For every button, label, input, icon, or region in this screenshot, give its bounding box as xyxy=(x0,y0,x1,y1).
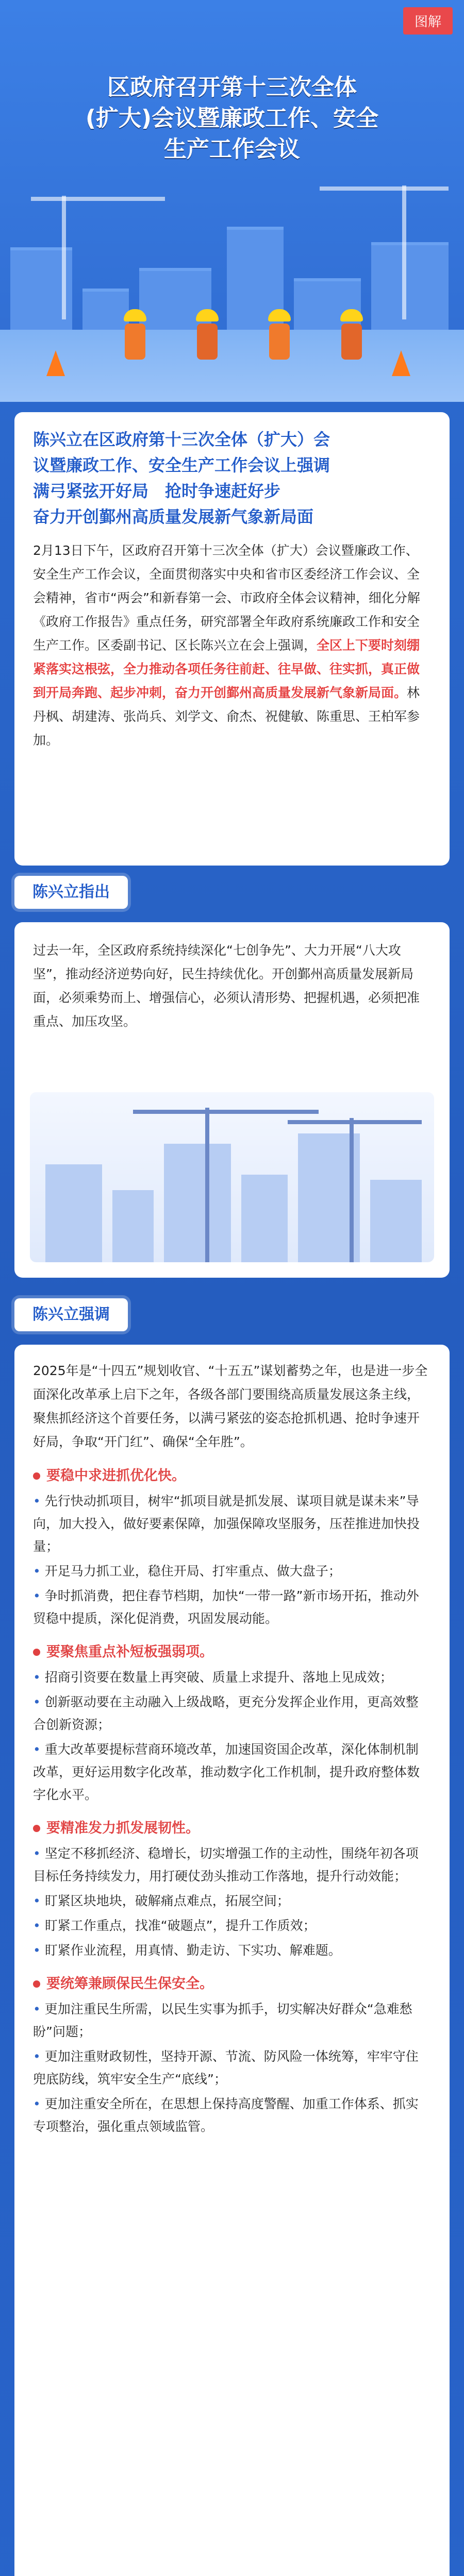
lead-line-3: 满弓紧弦开好局 抢时争速赶好步 xyxy=(33,481,281,501)
group-2-item-1: • 招商引资要在数量上再突破、质量上求提升、落地上见成效； xyxy=(33,1666,431,1689)
group-2-item-3: • 重大改革要提标营商环境改革，加速国资国企改革，深化体制机制改革，更好运用数字化改革，推动数字化工作机制，提升政府整体数字化水平。 xyxy=(33,1738,431,1806)
intro-lead xyxy=(33,427,431,530)
group-3-item-4: • 盯紧作业流程，用真情、勤走访、下实功、解难题。 xyxy=(33,1939,431,1962)
tag-badge: 图解 xyxy=(403,7,453,35)
section-1-paragraph: 过去一年，全区政府系统持续深化“七创争先”、大力开展“八大攻坚”，推动经济逆势向好，民生持续优化。开创鄞州高质量发展新局面，必须乘势而上、增强信心，必须认清形势、把握机遇，必须把准重点、加压攻坚。 xyxy=(33,943,420,1029)
section-2-intro: 2025年是“十四五”规划收官、“十五五”谋划蓄势之年，也是进一步全面深化改革承上启下之年，各级各部门要围绕高质量发展这条主线，聚焦抓经济这个首要任务，以满弓紧弦的姿态抢抓机遇、抢时争速开好局，争取“开门红”、确保“全年胜”。 xyxy=(33,1363,428,1449)
group-4-item-3: • 更加注重安全所在，在思想上保持高度警醒、加重工作体系、抓实专项整治，强化重点领域监管。 xyxy=(33,2093,431,2138)
intro-card xyxy=(14,412,450,866)
group-3-item-1: • 坚定不移抓经济、稳增长，切实增强工作的主动性，围绕年初各项目标任务持续发力，用打硬仗劲头推动工作落地，提升行动效能； xyxy=(33,1842,431,1888)
group-1-head-text: 要稳中求进抓优化快。 xyxy=(46,1468,186,1484)
section-2-card xyxy=(14,1345,450,2576)
lead-line-1: 陈兴立在区政府第十三次全体（扩大）会 xyxy=(33,430,330,449)
lead-line-2: 议暨廉政工作、安全生产工作会议上强调 xyxy=(33,455,330,475)
group-2-item-2: • 创新驱动要在主动融入上级战略，更充分发挥企业作用，更高效整合创新资源； xyxy=(33,1691,431,1736)
construction-illustration xyxy=(30,1092,434,1262)
group-2-head xyxy=(33,1640,431,1664)
skyline-illustration xyxy=(0,185,464,402)
group-1-head xyxy=(33,1464,431,1488)
group-1-item-2: • 开足马力抓工业，稳住开局、打牢重点、做大盘子； xyxy=(33,1560,431,1583)
intro-highlight: 全区上下要时刻绷紧落实这根弦，全力推动各项任务往前赶、往早做、往实抓，真正做到开局奔跑、起步冲刺，奋力开创鄞州高质量发展新气象新局面。 xyxy=(33,638,420,700)
group-3-head-text: 要精准发力抓发展韧性。 xyxy=(46,1820,200,1836)
group-4-item-1: • 更加注重民生所需，以民生实事为抓手，切实解决好群众“急难愁盼”问题； xyxy=(33,1998,431,2043)
section-title-1 xyxy=(14,876,128,909)
hero-title xyxy=(62,72,402,165)
group-3-item-3: • 盯紧工作重点，找准“破题点”，提升工作质效； xyxy=(33,1914,431,1937)
group-4-head-text: 要统筹兼顾保民生保安全。 xyxy=(46,1976,213,1992)
section-1-card xyxy=(14,922,450,1278)
intro-paragraph xyxy=(33,539,431,752)
hero-banner xyxy=(0,0,464,402)
group-4-item-2: • 更加注重财政韧性，坚持开源、节流、防风险一体统筹，牢牢守住兜底防线，筑牢安全生产“底线”； xyxy=(33,2045,431,2091)
section-title-2-text: 陈兴立强调 xyxy=(32,1306,110,1324)
group-4-head xyxy=(33,1972,431,1996)
hero-title-line-1: 区政府召开第十三次全体 xyxy=(107,74,357,100)
intro-attendees: 林丹枫、胡建涛、张尚兵、刘学文、俞杰、祝健敏、陈重思、王柏军参加。 xyxy=(33,685,420,748)
group-3-head xyxy=(33,1817,431,1840)
section-title-2 xyxy=(14,1298,128,1331)
hero-title-line-2: (扩大)会议暨廉政工作、安全 xyxy=(85,105,379,131)
lead-line-4: 奋力开创鄞州高质量发展新气象新局面 xyxy=(33,507,314,527)
group-1-item-1: • 先行快动抓项目，树牢“抓项目就是抓发展、谋项目就是谋未来”导向，加大投入，做好要素保障，加强保障攻坚服务，压茬推进加快投量； xyxy=(33,1490,431,1558)
group-3-item-2: • 盯紧区块地块，破解痛点难点，拓展空间； xyxy=(33,1890,431,1912)
intro-text: 2月13日下午，区政府召开第十三次全体（扩大）会议暨廉政工作、安全生产工作会议，全面贯彻落实中央和省市区委经济工作会议、全会精神，省市“两会”和新春第一会、市政府全体会议精神，细化分解《政府工作报告》重点任务，研究部署全年政府系统廉政工作和安全生产工作。区委副书记、区长陈兴立在会上强调， xyxy=(33,543,420,653)
group-2-head-text: 要聚焦重点补短板强弱项。 xyxy=(46,1644,213,1660)
group-1-item-3: • 争时抓消费，把住春节档期，加快“一带一路”新市场开拓，推动外贸稳中提质，深化促消费，巩固发展动能。 xyxy=(33,1585,431,1630)
section-title-1-text: 陈兴立指出 xyxy=(32,883,110,901)
hero-title-line-3: 生产工作会议 xyxy=(164,136,300,162)
